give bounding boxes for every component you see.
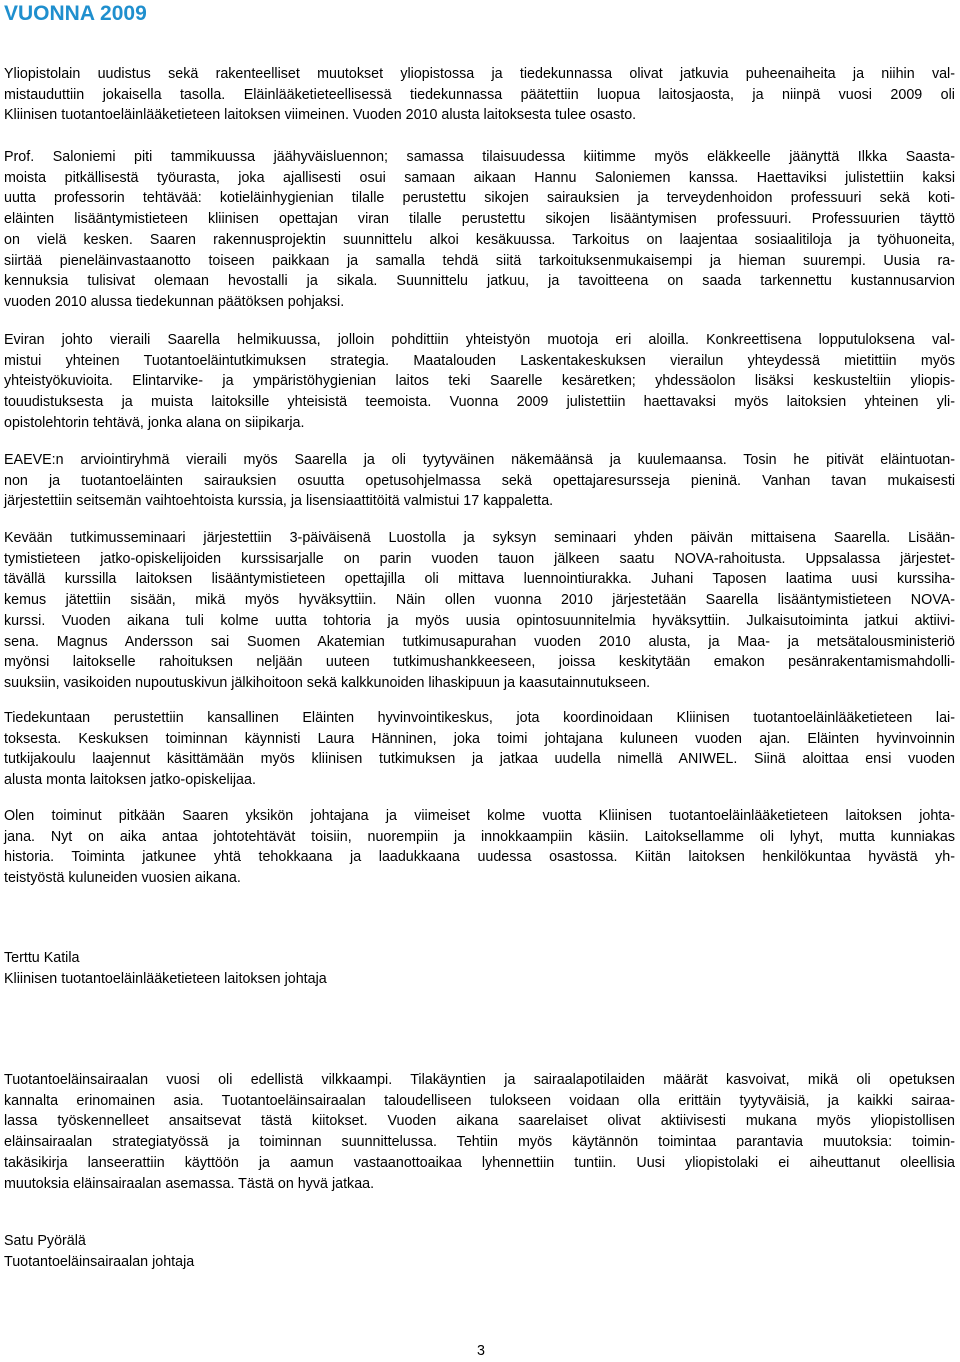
paragraph-evira (4, 330, 955, 434)
text-line: lassa työskennelleet ansaitsevat tästä kiitokset. Vuoden aikana saarelaiset olivat aktiivisesti mukana myös yliopistollisen (4, 1113, 955, 1130)
text-line: siirtää pieneläinvastaanotto toiseen paikkaan ja samalla tehdä siitä tarkoituksenmukaisempi ja hieman suurempi. Uusia ra- (4, 252, 955, 269)
text-line: Olen toiminut pitkään Saaren yksikön johtajana ja viimeiset kolme vuotta Kliinisen tuotantoeläinlääketieteen laitoksen johta- (4, 808, 955, 824)
text-line: moista pitkällisestä työurasta, joka ajallisesti osui samaan aikaan Hannu Saloniemen kanssa. Haettaviksi julistettiin kaksi (4, 169, 955, 186)
text-line: Kevään tutkimusseminaari järjestettiin 3-päiväisenä Luostolla ja syksyn seminaari yhden päivän mittaisena Saarella. Lisään- (4, 530, 955, 546)
text-line: kurssi. Vuoden aikana tuli kolme uutta tohtoria ja myös uusia opintosuunnitelmia hyväksyttiin. Julkaisutoiminta jatkui aktiivi- (4, 612, 955, 629)
paragraph-farewell (4, 806, 955, 889)
text-line: Eviran johto vieraili Saarella helmikuussa, jolloin pohdittiin yhteistyön muotoja eri aloilla. Konkreettisena lopputuloksena val- (4, 332, 955, 348)
text-line: jana. Nyt on aika antaa johtotehtävät toisiin, nuorempiin ja innokkaampiin käsiin. Laitoksellamme oli lyhyt, mutta kunniakas (4, 828, 955, 845)
text-line: toksesta. Keskuksen toiminnan käynnisti Laura Hänninen, joka toimi johtajana kuluneen vuoden ajan. Eläinten hyvinvoinnin (4, 730, 955, 747)
text-line: teistyöstä kuluneiden vuosien aikana. (4, 870, 241, 887)
text-line: tävällä kurssilla laitoksen lisääntymistieteen opettajilla oli mittava luennointiurakka. Juhani Taposen laatima uusi kurssiha- (4, 571, 955, 588)
text-line: alusta monta laitoksen jatko-opiskelijaa. (4, 772, 256, 789)
text-line: kemus jätettiin sisään, mikä myös hyväksyttiin. Näin ollen vuonna 2010 järjestetään Saarella lisääntymistieteen NOVA- (4, 592, 955, 609)
text-line: Prof. Saloniemi piti tammikuussa jäähyväisluennon; samassa tilaisuudessa kiitimme myös eläkkeelle jäänyttä Ilkka Saasta- (4, 149, 955, 165)
text-line: non ja tuotantoeläinten sairauksien osuutta opetusohjelmassa sekä opettajaresursseja pieninä. Vanhan tavan mukaisesti (4, 472, 955, 489)
text-line: Tiedekuntaan perustettiin kansallinen Eläinten hyvinvointikeskus, jota koordinoidaan Kliinisen tuotantoeläinlääketieteen lai- (4, 710, 955, 726)
paragraph-eaeve (4, 450, 955, 512)
text-line: Kliinisen tuotantoeläinlääketieteen laitoksen viimeinen. Vuoden 2010 alusta laitoksesta tulee osasto. (4, 107, 637, 124)
signature-block-1 (4, 948, 327, 990)
paragraph-welfare-centre (4, 708, 955, 791)
page-number: 3 (477, 1343, 485, 1359)
text-line: EAEVE:n arviointiryhmä vieraili myös Saarella ja oli tyytyväinen näkemäänsä ja kuulemaansa. Tosin he pitivät eläintuotan- (4, 452, 955, 468)
text-line: vuoden 2010 alussa tiedekunnan päätöksen pohjaksi. (4, 293, 345, 310)
text-line: tymistieteen jatko-opiskelijoiden kurssisarjalle on parin vuoden tauon jälkeen saatu NOVA-rahoitusta. Uppsalassa järjestet- (4, 550, 955, 567)
paragraph-professorships (4, 147, 955, 313)
text-line: eläinten lisääntymistieteen kliinisen opettajan viran tilalle perustettu sikojen lisääntymisen professuuri. Professuurien täyttö (4, 211, 955, 228)
text-line: myönsi laitokselle rahoituksen neljään uuteen tutkimushankkeeseen, joissa keskitytään emakon pesänrakentamismahdolli- (4, 654, 955, 671)
text-line: sena. Magnus Andersson sai Suomen Akatemian tutkimusapurahan vuoden 2010 alusta, ja Maa- ja metsätalousministeriö (4, 633, 955, 650)
text-line: kennuksia tulisivat olemaan hevostalli ja sikala. Suunnittelu jatkuu, ja tavoitteena on saada tarkennettu kustannusarvion (4, 273, 955, 290)
text-line: kannalta erinomainen asia. Tuotantoeläinsairaalan taloudelliseen tulokseen voidaan olla erittäin tyytyväisiä, ja kaikki sairaa- (4, 1092, 955, 1109)
signature-name: Terttu Katila (4, 950, 80, 966)
text-line: uutta professorin tehtävää: kotieläinhygienian tilalle perustettu sikojen sairauksien ja terveydenhoidon professuuri sekä koti- (4, 190, 955, 207)
text-line: yhteistyökuvioita. Elintarvike- ja ympäristöhygienian laitos teki Saarelle kesäretken; yhdessäolon lisäksi keskusteltiin yliopis- (4, 373, 955, 390)
text-line: Yliopistolain uudistus sekä rakenteelliset muutokset yliopistossa ja tiedekunnassa olivat jatkuvia puheenaiheita ja niihin val- (4, 66, 955, 82)
text-line: on vielä kesken. Saaren rakennusprojektin suunnittelu alkoi kesäkuussa. Tarkoitus on laajentaa sosiaalitiloja ja työhuoneita, (4, 231, 955, 248)
text-line: mistauduttiin jokaisella tasolla. Eläinlääketieteellisessä tiedekunnassa päätettiin luopua laitosjaosta, ja niinpä vuosi 2009 oli (4, 86, 955, 103)
text-line: mistui yhteinen Tuotantoeläintutkimuksen strategia. Maatalouden Laskentakeskuksen vierailun yhteydessä mietittiin myös (4, 352, 955, 369)
paragraph-intro (4, 64, 955, 126)
page-title: VUONNA 2009 (4, 2, 147, 25)
text-line: suuksiin, vasikoiden nupoutuskivun jälkihoitoon sekä kalkkunoiden lihaskipuun ja kaasutainnutukseen. (4, 674, 651, 691)
text-line: tutkijakoulu laajennut käsittämään myös kliinisen tutkimuksen ja jatkaa uudella nimellä ANIWEL. Siinä aloittaa ensi vuoden (4, 751, 955, 768)
paragraph-hospital (4, 1070, 955, 1194)
signature-block-2 (4, 1231, 194, 1273)
signature-role: Kliinisen tuotantoeläinlääketieteen laitoksen johtaja (4, 971, 327, 987)
signature-name: Satu Pyörälä (4, 1233, 86, 1249)
text-line: touudistuksesta ja muista laitoksille yhteisistä teemoista. Vuonna 2009 julistettiin haettavaksi myös laitoksien yhteinen yli- (4, 394, 955, 411)
text-line: järjestettiin seitsemän vaihtoehtoista kurssia, ja lisensiaattitöitä valmistui 17 kappaletta. (4, 493, 554, 510)
text-line: Tuotantoeläinsairaalan vuosi oli edellistä vilkkaampi. Tilakäyntien ja sairaalapotilaiden määrät kasvoivat, mikä oli opetuksen (4, 1072, 955, 1088)
signature-role: Tuotantoeläinsairaalan johtaja (4, 1254, 195, 1270)
text-line: eläinsairaalan strategiatyössä ja toiminnan suunnittelussa. Tehtiin myös käytännön toimintaa parantavia muutoksia: toimin- (4, 1134, 955, 1151)
text-line: takäsikirja lanseerattiin käyttöön ja aamun vastaanottoaikaa lyhennettiin tuntiin. Uusi yliopistolaki ei aiheuttanut oleellisia (4, 1154, 955, 1171)
text-line: muutoksia eläinsairaalan asemassa. Tästä on hyvä jatkaa. (4, 1175, 375, 1192)
paragraph-research (4, 528, 955, 694)
text-line: historia. Toiminta jatkunee yhtä tehokkaana ja laadukkaana uudessa osastossa. Kiitän laitoksen henkilökuntaa hyvästä yh- (4, 849, 955, 866)
text-line: opistolehtorin tehtävä, jonka alana on siipikarja. (4, 414, 305, 431)
